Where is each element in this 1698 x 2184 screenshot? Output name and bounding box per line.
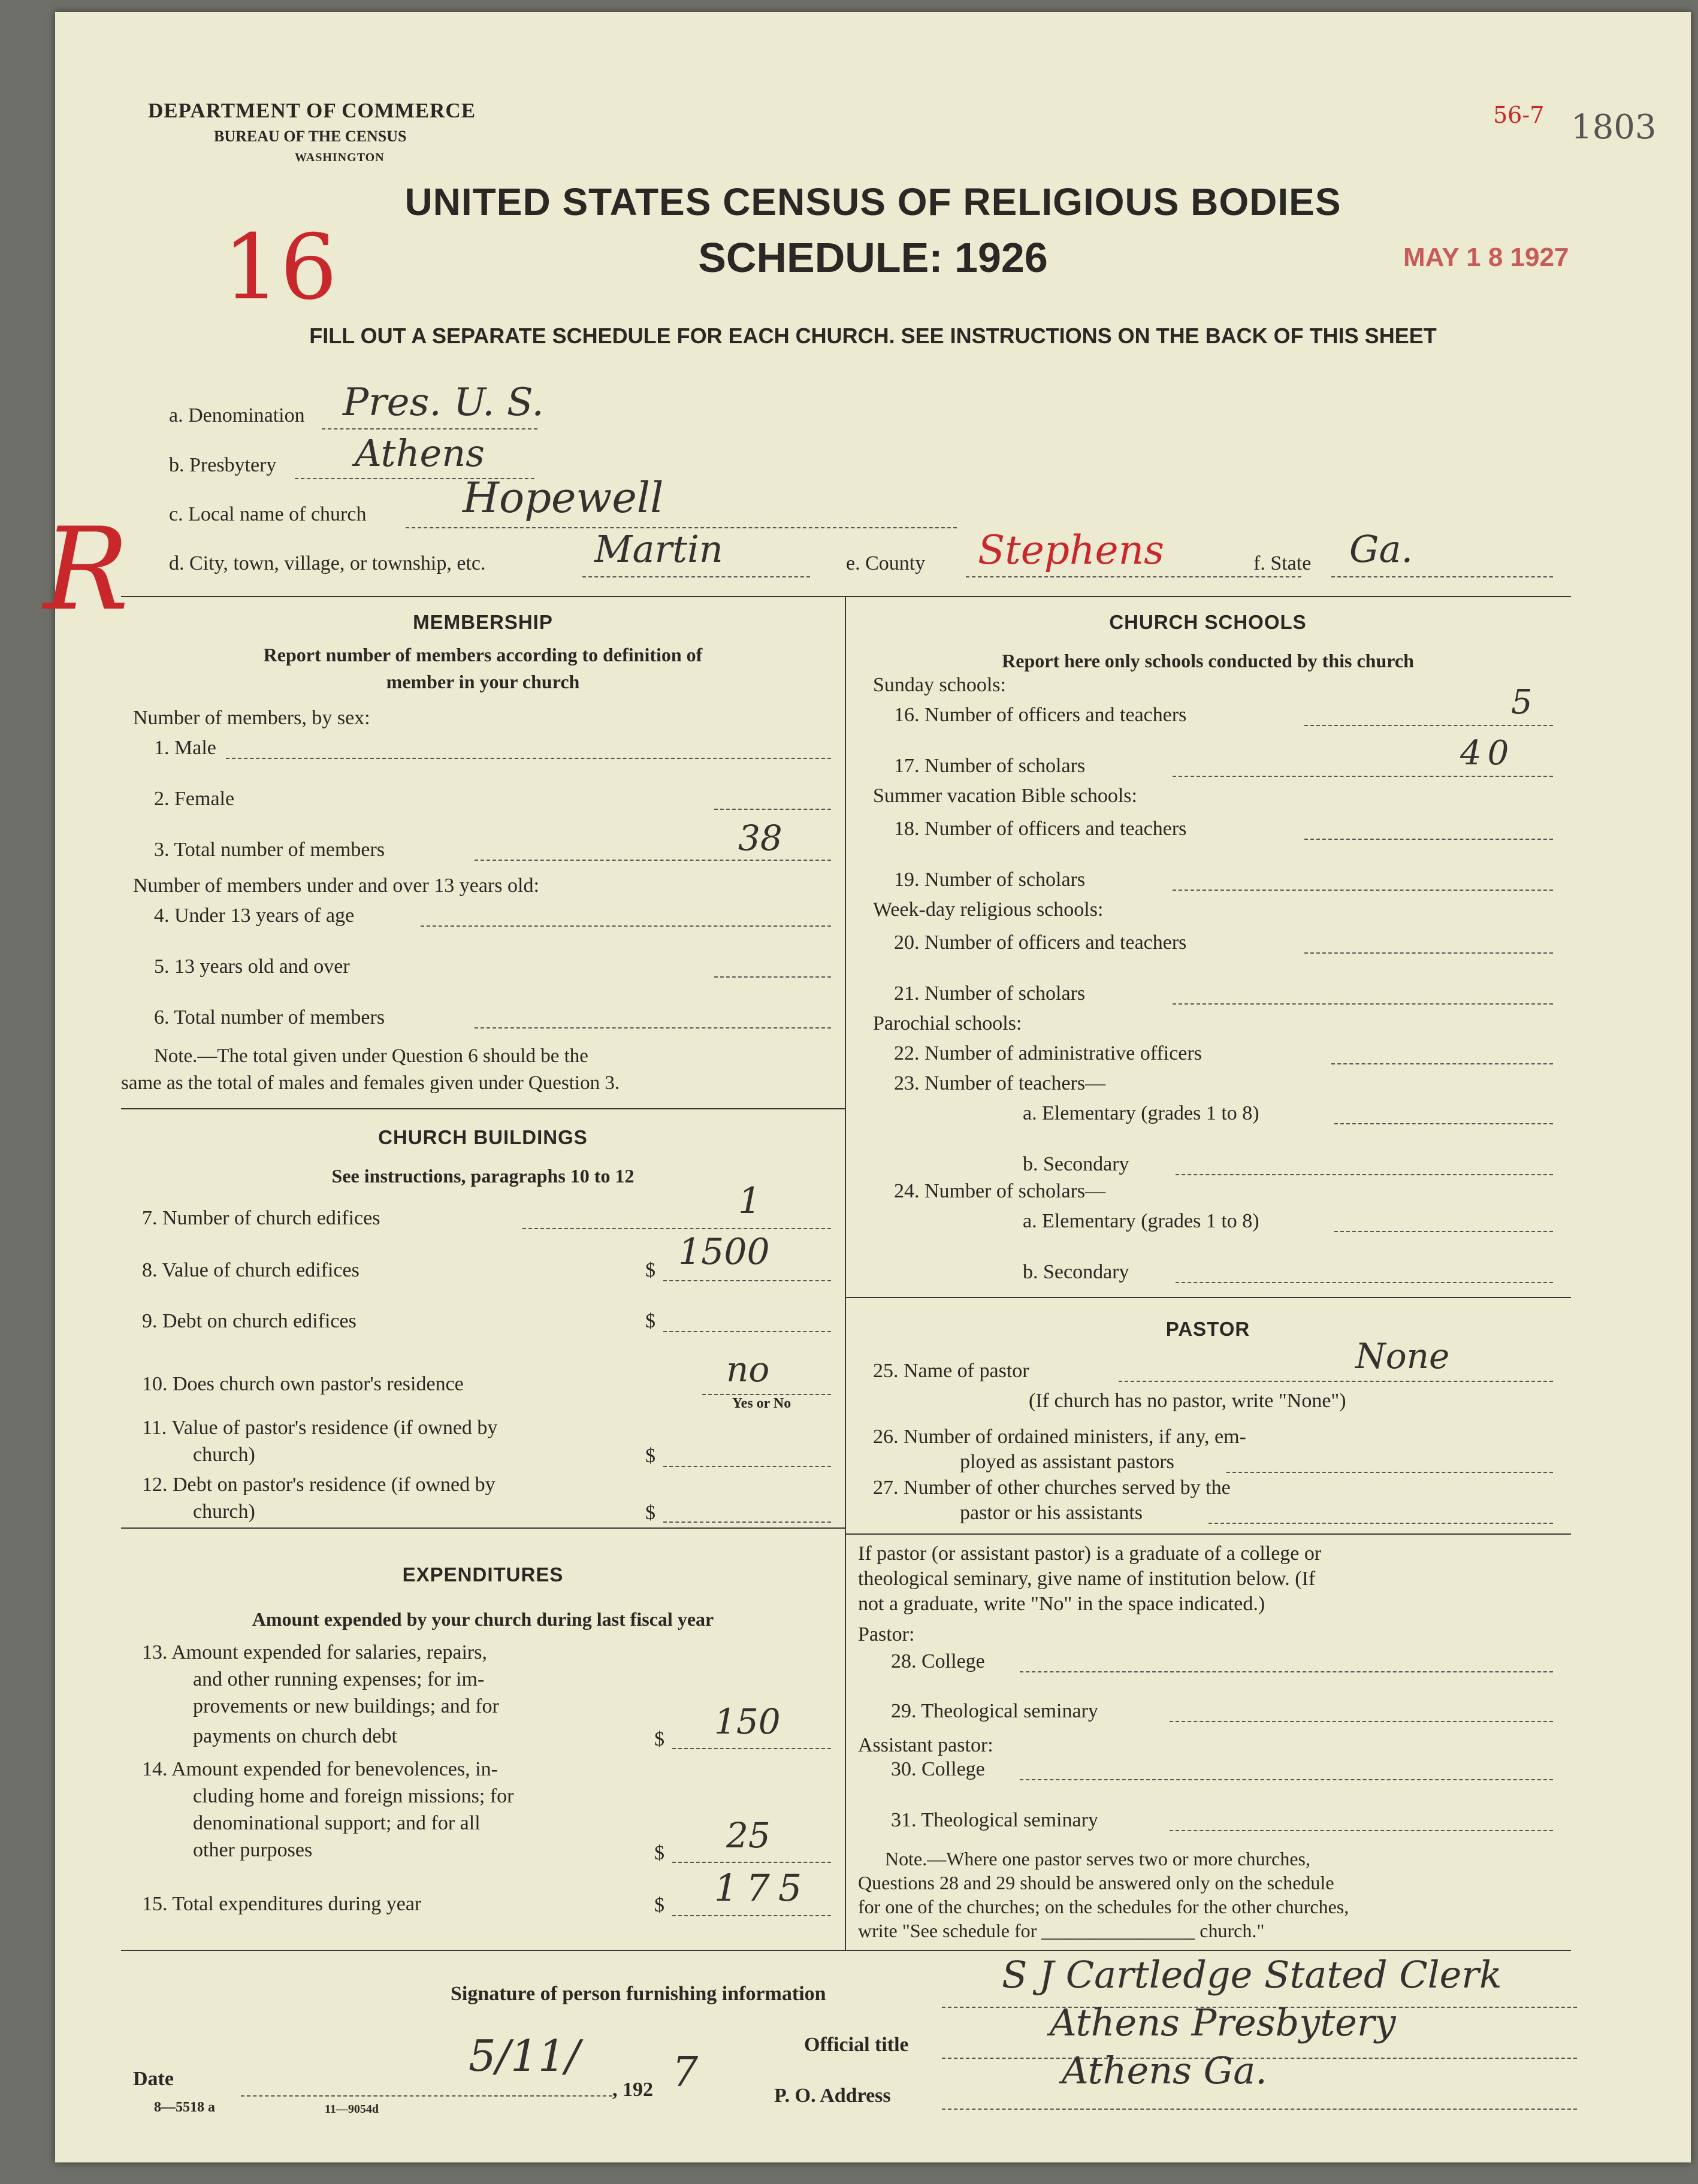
q9-dollar: $ [645,1310,655,1332]
q11-label-2: church) [193,1444,255,1466]
form-title: UNITED STATES CENSUS OF RELIGIOUS BODIES [404,180,1342,223]
weekday-schools-heading: Week-day religious schools: [873,899,1104,921]
q13-value: 150 [714,1701,781,1742]
q10-line [702,1394,831,1395]
membership-sub-2: member in your church [386,671,580,692]
q22-label: 22. Number of administrative officers [894,1042,1202,1064]
county-value: Stephens [978,527,1164,573]
q13-line [672,1748,831,1749]
bureau-label: BUREAU OF THE CENSUS [214,128,407,145]
q18-line [1304,839,1553,840]
q12-label-1: 12. Debt on pastor's residence (if owned by [142,1474,495,1496]
year-prefix: , 192 [612,2079,653,2101]
church-name-value: Hopewell [463,473,664,522]
year-suffix-handwritten: 7 [672,2049,699,2096]
big-handwritten-number: 16 [223,216,337,320]
county-line [966,576,1301,577]
graduate-text-2: theological seminary, give name of institution below. (If [858,1568,1316,1590]
q12-dollar: $ [645,1502,655,1524]
q16-value: 5 [1511,683,1533,722]
church-name-label: c. Local name of church [169,503,367,525]
q15-dollar: $ [654,1894,664,1916]
state-value: Ga. [1349,527,1413,571]
q14-line [672,1862,831,1863]
q26-line [1226,1472,1553,1473]
q3-line [475,860,831,861]
city-line [582,576,810,577]
pastor-note-3: for one of the churches; on the schedules for the other churches, [858,1896,1349,1917]
form-number: 8—5518 a [154,2100,215,2115]
q10-value: no [726,1349,770,1390]
q14-label-3: denominational support; and for all [193,1812,481,1834]
q15-label: 15. Total expenditures during year [142,1893,422,1915]
city-value: Martin [594,527,723,571]
pastor-note-4: write "See schedule for ________________ church." [858,1920,1265,1941]
census-schedule-sheet [43,12,1691,2162]
q15-value: 175 [714,1866,811,1910]
q21-label: 21. Number of scholars [894,982,1086,1005]
q17-line [1173,776,1553,777]
q14-label-1: 14. Amount expended for benevolences, in- [142,1758,498,1780]
q8-line [663,1280,831,1281]
buildings-heading: CHURCH BUILDINGS [378,1126,588,1148]
q21-line [1173,1003,1553,1005]
schedule-title: SCHEDULE: 1926 [698,234,1048,281]
membership-heading: MEMBERSHIP [413,611,553,633]
date-label: Date [133,2068,174,2090]
pastor-note-1: Note.—Where one pastor serves two or more churches, [885,1848,1310,1870]
q6-total-label: 6. Total number of members [154,1006,385,1029]
buildings-sub: See instructions, paragraphs 10 to 12 [331,1165,635,1187]
q20-label: 20. Number of officers and teachers [894,931,1187,954]
graduate-text-1: If pastor (or assistant pastor) is a graduate of a college or [858,1542,1322,1565]
q23a-label: a. Elementary (grades 1 to 8) [1023,1102,1259,1124]
signature-label: Signature of person furnishing information [451,1983,826,2005]
q23b-line [1176,1174,1553,1175]
expenditures-heading: EXPENDITURES [402,1563,564,1586]
q22-line [1331,1063,1553,1064]
q8-value: 1500 [678,1231,770,1273]
county-label: e. County [846,552,926,574]
file-fraction: 56-7 [1493,102,1545,128]
members-by-sex-heading: Number of members, by sex: [133,707,370,729]
q14-label-2: cluding home and foreign missions; for [193,1785,514,1807]
q18-label: 18. Number of officers and teachers [894,818,1187,840]
city-label: WASHINGTON [295,151,385,164]
q25-line [1119,1381,1553,1382]
q25-label: 25. Name of pastor [873,1360,1029,1382]
pastor-note-2: Questions 28 and 29 should be answered only on the schedule [858,1872,1334,1893]
q24-label: 24. Number of scholars— [894,1180,1106,1202]
bottom-section-rule [121,1950,1571,1951]
q25-value: None [1355,1336,1450,1377]
q2-female-label: 2. Female [154,788,235,810]
buildings-bottom-rule [121,1527,845,1529]
top-section-rule [121,596,1571,597]
q29-line [1170,1721,1553,1722]
graduate-text-3: not a graduate, write "No" in the space indicated.) [858,1593,1265,1615]
q29-label: 29. Theological seminary [891,1700,1098,1722]
q13-label-3: provements or new buildings; and for [193,1695,499,1717]
q15-line [672,1915,831,1916]
q10-residence-label: 10. Does church own pastor's residence [142,1373,464,1395]
q16-line [1304,725,1553,726]
q20-line [1304,952,1553,954]
q1-male-label: 1. Male [154,737,216,759]
q13-label-1: 13. Amount expended for salaries, repairs, [142,1641,487,1663]
q2-line [714,809,831,810]
presbytery-label: b. Presbytery [169,454,277,476]
q8-dollar: $ [645,1259,655,1281]
q13-label-4: payments on church debt [193,1725,397,1747]
q6-line [475,1027,831,1029]
q11-dollar: $ [645,1445,655,1467]
q23-label: 23. Number of teachers— [894,1072,1106,1094]
q24b-label: b. Secondary [1023,1261,1129,1283]
denomination-value: Pres. U. S. [343,380,544,425]
q24a-label: a. Elementary (grades 1 to 8) [1023,1210,1259,1232]
pastor-subheading: Pastor: [858,1623,915,1645]
summer-schools-heading: Summer vacation Bible schools: [873,785,1137,807]
presbytery-value: Athens [355,431,485,475]
membership-sub-1: Report number of members according to definition of [263,644,703,666]
q31-label: 31. Theological seminary [891,1809,1098,1831]
q26-label-1: 26. Number of ordained ministers, if any, em- [873,1426,1246,1448]
q9-line [663,1331,831,1332]
q9-debt-label: 9. Debt on church edifices [142,1310,356,1332]
sunday-schools-heading: Sunday schools: [873,674,1006,696]
state-line [1331,576,1553,577]
q17-value: 40 [1460,734,1515,773]
q14-label-4: other purposes [193,1839,313,1861]
pastor-bottom-rule [845,1533,1571,1535]
state-label: f. State [1253,552,1312,574]
q12-line [663,1521,831,1523]
print-number: 11—9054d [325,2103,379,2116]
q12-label-2: church) [193,1501,255,1523]
q4-line [421,925,831,927]
denomination-line [322,428,537,429]
q30-line [1020,1779,1553,1780]
separate-schedule-instruction: FILL OUT A SEPARATE SCHEDULE FOR EACH CHURCH. SEE INSTRUCTIONS ON THE BACK OF THIS SHEET [309,323,1437,348]
q11-line [663,1466,831,1467]
expenditures-sub: Amount expended by your church during last fiscal year [252,1608,714,1630]
file-number: 1803 [1571,108,1657,147]
received-date-stamp: MAY 1 8 1927 [1403,243,1569,272]
q4-under-13-label: 4. Under 13 years of age [154,905,355,927]
official-title-label: Official title [804,2034,909,2056]
q8-value-label: 8. Value of church edifices [142,1259,359,1281]
center-column-rule [845,596,846,1950]
q16-label: 16. Number of officers and teachers [894,704,1187,726]
q17-label: 17. Number of scholars [894,755,1086,777]
q23a-line [1334,1123,1553,1124]
q14-dollar: $ [654,1842,664,1864]
denomination-label: a. Denomination [169,404,305,426]
q5-13-over-label: 5. 13 years old and over [154,955,350,978]
q27-label-1: 27. Number of other churches served by the [873,1477,1231,1499]
po-address-value: Athens Ga. [1062,2049,1267,2092]
q14-value: 25 [726,1815,771,1856]
membership-note-1: Note.—The total given under Question 6 should be the [154,1045,588,1067]
q3-total-value: 38 [738,818,782,858]
date-value: 5/11/ [469,2031,580,2081]
q7-line [522,1228,831,1229]
age-heading: Number of members under and over 13 years old: [133,875,539,897]
official-title-value: Athens Presbytery [1050,2001,1396,2044]
parochial-schools-heading: Parochial schools: [873,1012,1022,1034]
q24b-line [1176,1282,1553,1283]
schools-bottom-rule [845,1297,1571,1298]
assistant-subheading: Assistant pastor: [858,1734,993,1756]
pastor-heading: PASTOR [1165,1318,1250,1340]
q25-note: (If church has no pastor, write "None") [1029,1390,1346,1412]
q19-line [1173,890,1553,891]
q10-yes-no-hint: Yes or No [732,1396,791,1411]
po-address-label: P. O. Address [774,2085,891,2107]
q1-line [226,758,831,759]
q13-label-2: and other running expenses; for im- [193,1668,485,1690]
q28-line [1020,1671,1553,1672]
city-label-field: d. City, town, village, or township, etc. [169,552,486,574]
membership-bottom-rule [121,1108,845,1109]
schools-heading: CHURCH SCHOOLS [1109,611,1307,633]
po-address-line [942,2109,1577,2110]
q31-line [1170,1830,1553,1831]
q27-line [1208,1523,1553,1524]
q27-label-2: pastor or his assistants [960,1502,1143,1524]
q23b-label: b. Secondary [1023,1153,1129,1175]
q11-label-1: 11. Value of pastor's residence (if owned by [142,1417,498,1439]
q3-total-label: 3. Total number of members [154,839,385,861]
q13-dollar: $ [654,1728,664,1750]
q30-label: 30. College [891,1758,985,1780]
q28-label: 28. College [891,1650,985,1672]
q7-edifices-label: 7. Number of church edifices [142,1207,380,1229]
margin-r-mark: R [43,503,129,636]
membership-note-2: same as the total of males and females given under Question 3. [121,1072,620,1094]
q19-label: 19. Number of scholars [894,869,1086,891]
dept-label: DEPARTMENT OF COMMERCE [148,99,476,122]
schools-sub: Report here only schools conducted by this church [1002,650,1414,671]
q26-label-2: ployed as assistant pastors [960,1451,1174,1473]
q5-line [714,976,831,978]
q7-edifices-value: 1 [738,1180,762,1222]
q24a-line [1334,1231,1553,1232]
date-line [241,2095,612,2097]
signature-value: S J Cartledge Stated Clerk [1002,1953,1502,1997]
